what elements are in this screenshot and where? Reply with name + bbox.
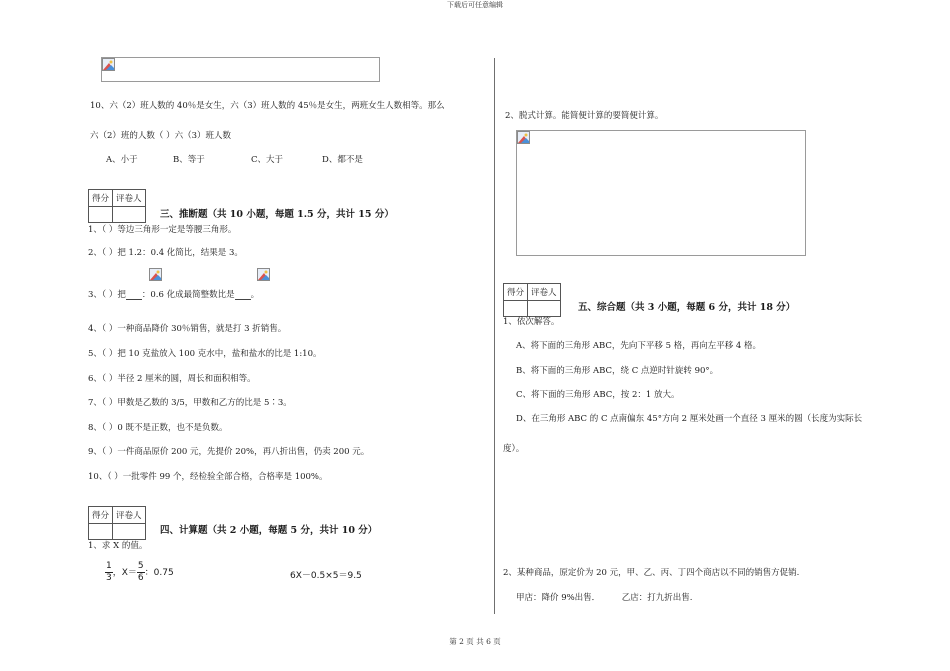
score-blank xyxy=(89,207,113,223)
ratio-image-blank xyxy=(235,290,251,300)
section3-title: 三、推断题（共 10 小题，每题 1.5 分，共计 15 分） xyxy=(160,209,394,220)
sec5-q1-d-cont: 度）。 xyxy=(503,444,525,454)
grader-cell: 评卷人 xyxy=(113,190,146,207)
sec5-q1-a: A、将下面的三角形 ABC，先向下平移 5 格，再向左平移 4 格。 xyxy=(516,341,762,351)
page-header: 下载后可任意编辑 xyxy=(447,1,503,9)
score-cell: 得分 xyxy=(89,190,113,207)
broken-image-icon xyxy=(257,268,270,281)
sec5-q1-c: C、将下面的三角形 ABC，按 2：1 放大。 xyxy=(516,390,680,400)
sec3-item-2: 2、（ ）把 1.2：0.4 化简比，结果是 3。 xyxy=(88,248,243,258)
q10-option-a: A、小于 xyxy=(106,155,138,165)
sec3-item-8: 8、（ ）0 既不是正数，也不是负数。 xyxy=(88,423,228,433)
sec3-item-3-start: 3、（ ）把 xyxy=(88,290,126,300)
sec3-item-5: 5、（ ）把 10 克盐放入 100 克水中，盐和盐水的比是 1:10。 xyxy=(88,349,322,359)
fraction: $\frac{1}{3}$ xyxy=(106,561,112,583)
score-table xyxy=(88,189,146,223)
sec3-item-3-mid: ：0.6 化成最简整数比是 xyxy=(141,290,235,300)
broken-image-icon xyxy=(517,131,530,144)
grader-blank xyxy=(113,207,146,223)
sec3-item-7: 7、（ ）甲数是乙数的 3/5，甲数和乙方的比是 5∶3。 xyxy=(88,398,292,408)
sec3-item-4: 4、（ ）一种商品降价 30％销售，就是打 3 折销售。 xyxy=(88,324,287,334)
sec3-item-10: 10、（ ）一批零件 99 个，经检验全部合格，合格率是 100%。 xyxy=(88,472,328,482)
equation-1-end: ：0.75 xyxy=(144,568,174,578)
sec5-q1: 1、依次解答。 xyxy=(503,317,560,327)
score-table xyxy=(88,506,146,540)
broken-image-icon xyxy=(102,58,115,71)
sec5-q1-b: B、将下面的三角形 ABC，绕 C 点逆时针旋转 90°。 xyxy=(516,366,719,376)
q10-line1: 10、六（2）班人数的 40％是女生，六（3）班人数的 45％是女生，两班女生人数相等。那么 xyxy=(90,101,445,111)
equation-2: 6X－0.5×5＝9.5 xyxy=(290,571,362,581)
calc-image-frame xyxy=(516,130,806,256)
broken-image-icon xyxy=(149,268,162,281)
sec3-item-3 xyxy=(88,288,259,300)
section5-title: 五、综合题（共 3 小题，每题 6 分，共计 18 分） xyxy=(578,302,796,313)
sec5-q1-d: D、在三角形 ABC 的 C 点南偏东 45°方向 2 厘米处画一个直径 3 厘米的圆（长度为实际长 xyxy=(516,414,863,424)
question-image-frame xyxy=(101,57,380,82)
grader-cell: 评卷人 xyxy=(113,507,146,524)
fraction: $\frac{5}{6}$ xyxy=(137,561,144,583)
q10-option-c: C、大于 xyxy=(251,155,284,165)
q10-option-b: B、等于 xyxy=(173,155,205,165)
grader-blank xyxy=(113,524,146,540)
score-cell: 得分 xyxy=(89,507,113,524)
page-footer: 第 2 页 共 6 页 xyxy=(449,637,501,646)
sec3-item-9: 9、（ ）一件商品原价 200 元，先提价 20%，再八折出售，仍卖 200 元。 xyxy=(88,447,370,457)
sec5-q2: 2、某种商品，原定价为 20 元，甲、乙、丙、丁四个商店以不同的销售方促销. xyxy=(503,568,800,578)
sec3-item-1: 1、（ ）等边三角形一定是等腰三角形。 xyxy=(88,225,237,235)
fraction-image-blank xyxy=(126,290,142,300)
sec5-q2-shops: 甲店：降价 9%出售． 乙店：打九折出售. xyxy=(516,593,693,603)
q10-option-d: D、都不是 xyxy=(322,155,363,165)
grader-cell: 评卷人 xyxy=(528,284,561,301)
score-table xyxy=(503,283,561,317)
sec3-item-6: 6、（ ）半径 2 厘米的圆，周长和面积相等。 xyxy=(88,374,256,384)
calc-question: 2、脱式计算。能简便计算的要简便计算。 xyxy=(505,111,664,121)
section4-title: 四、计算题（共 2 小题，每题 5 分，共计 10 分） xyxy=(160,525,378,536)
column-divider xyxy=(494,58,495,614)
equation-1 xyxy=(105,561,174,584)
equation-1-mid: ，X＝ xyxy=(112,568,137,578)
q10-line2: 六（2）班的人数（ ）六（3）班人数 xyxy=(90,131,232,141)
score-cell: 得分 xyxy=(504,284,528,301)
sec3-item-3-end: 。 xyxy=(250,290,260,300)
sec4-q1: 1、求 X 的值。 xyxy=(88,541,148,551)
score-blank xyxy=(89,524,113,540)
